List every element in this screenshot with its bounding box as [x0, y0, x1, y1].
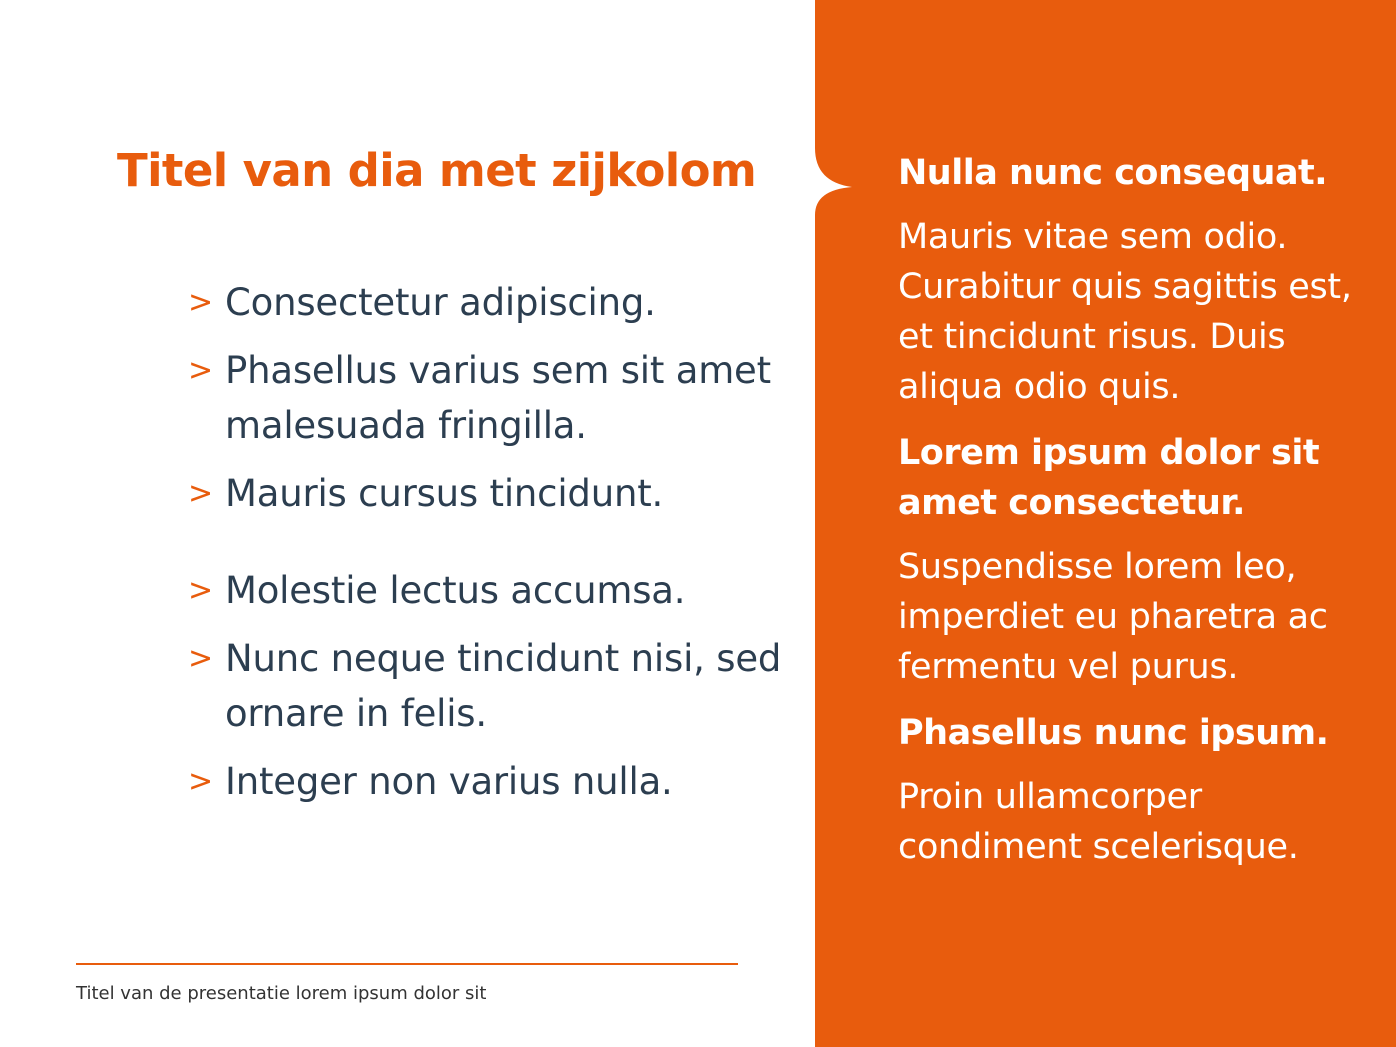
list-item	[188, 466, 788, 521]
footer-divider	[76, 963, 738, 965]
footer-text: Titel van de presentatie lorem ipsum dolor sit	[76, 983, 487, 1004]
list-item	[188, 631, 788, 741]
list-item-text: Integer non varius nulla.	[225, 760, 673, 803]
sidebar-body: Suspendisse lorem leo, imperdiet eu pharetra ac fermentu vel purus.	[898, 547, 1328, 687]
bullet-marker: >	[188, 573, 213, 608]
sidebar-heading: Phasellus nunc ipsum.	[898, 713, 1329, 753]
slide-title: Titel van dia met zijkolom	[117, 144, 757, 197]
sidebar-heading: Lorem ipsum dolor sit amet consectetur.	[898, 433, 1320, 523]
bullet-list	[188, 275, 788, 822]
list-item-text: Nunc neque tincidunt nisi, sed ornare in felis.	[225, 637, 782, 735]
bullet-marker: >	[188, 353, 213, 388]
sidebar-heading: Nulla nunc consequat.	[898, 153, 1328, 193]
list-item-text: Mauris cursus tincidunt.	[225, 472, 664, 515]
list-item	[188, 754, 788, 809]
sidebar-body: Mauris vitae sem odio. Curabitur quis sagittis est, et tincidunt risus. Duis aliqua odio quis.	[898, 217, 1352, 407]
sidebar-column	[898, 148, 1388, 888]
list-item	[188, 275, 788, 330]
list-item	[188, 343, 788, 453]
list-item-text: Consectetur adipiscing.	[225, 281, 656, 324]
bullet-marker: >	[188, 285, 213, 320]
sidebar-body: Proin ullamcorper condiment scelerisque.	[898, 777, 1299, 867]
list-item-text: Phasellus varius sem sit amet malesuada fringilla.	[225, 349, 771, 447]
list-item-text: Molestie lectus accumsa.	[225, 569, 686, 612]
list-item	[188, 563, 788, 618]
bullet-marker: >	[188, 476, 213, 511]
bullet-marker: >	[188, 764, 213, 799]
bullet-marker: >	[188, 641, 213, 676]
